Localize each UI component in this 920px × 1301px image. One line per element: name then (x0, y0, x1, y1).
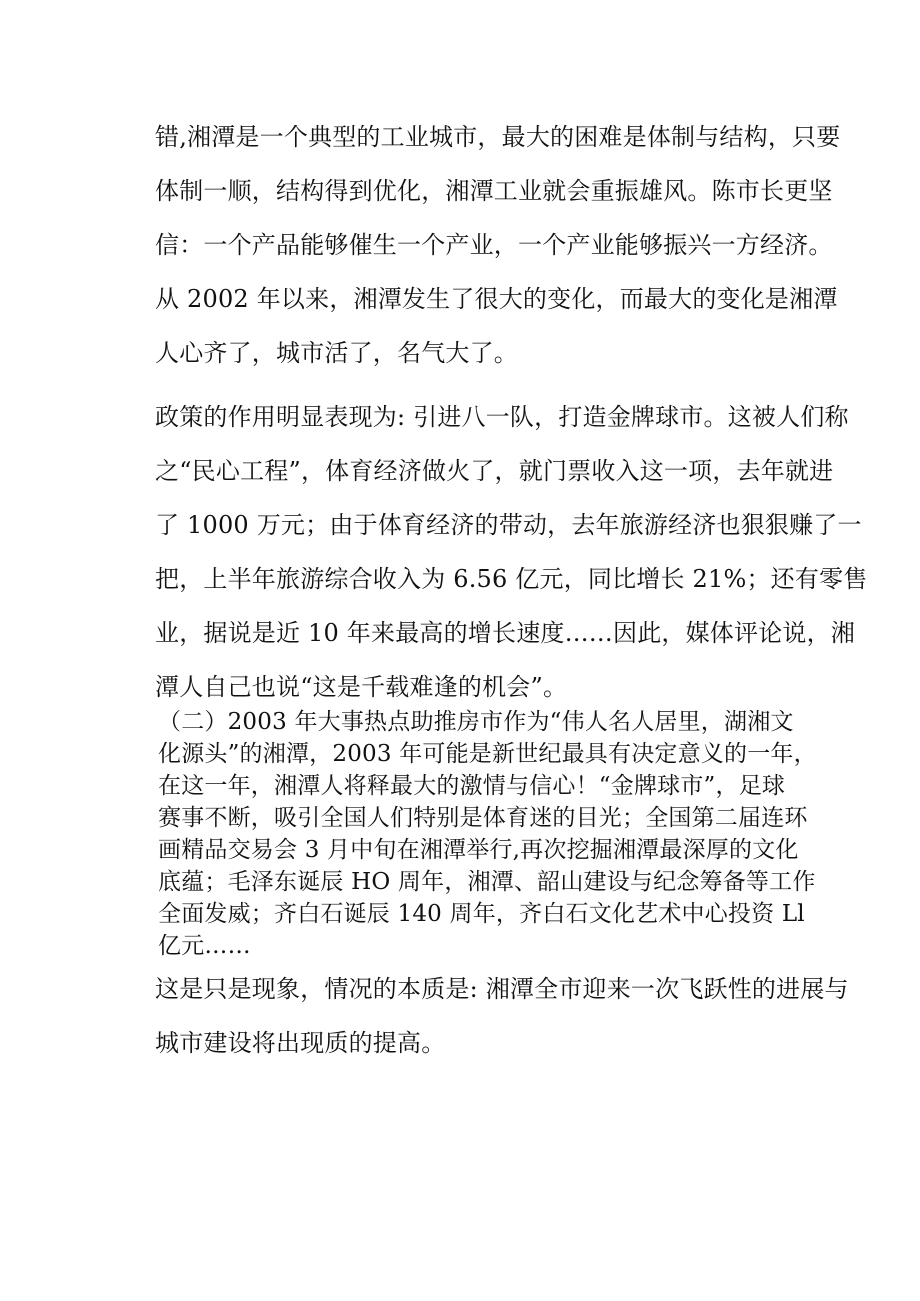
text-line: 画精品交易会 3 月中旬在湘潭举行,再次挖掘湘潭最深厚的文化 (158, 837, 799, 863)
text-line: 在这一年，湘潭人将释最大的激情与信心！“金牌球市”，足球 (158, 773, 786, 799)
text-line: 错,湘潭是一个典型的工业城市，最大的困难是体制与结构，只要 (155, 123, 841, 151)
paragraph-policy-effects (155, 390, 868, 714)
text-line: 人心齐了，城市活了，名气大了。 (155, 339, 518, 367)
text-line: 了 1000 万元；由于体育经济的带动，去年旅游经济也狠狠赚了一 (155, 511, 862, 539)
text-line: 城市建设将出现质的提高。 (155, 1029, 446, 1057)
text-line: 全面发威；齐白石诞辰 140 周年，齐白石文化艺术中心投资 Ll (158, 901, 805, 927)
paragraph-industrial-city (155, 110, 841, 272)
text-line: 潭人自己也说“这是千载难逢的机会”。 (155, 673, 568, 701)
paragraph-2003-events (158, 706, 817, 962)
text-line: 底蕴；毛泽东诞辰 HO 周年，湘潭、韶山建设与纪念筹备等工作 (158, 869, 816, 895)
text-line: （二）2003 年大事热点助推房市作为“伟人名人居里，湖湘文 (158, 709, 794, 735)
text-line: 体制一顺，结构得到优化，湘潭工业就会重振雄风。陈市长更坚 (155, 177, 833, 205)
text-line: 化源头”的湘潭，2003 年可能是新世纪最具有决定意义的一年， (158, 741, 817, 767)
text-line: 业，据说是近 10 年来最高的增长速度……因此，媒体评论说，湘 (155, 619, 855, 647)
text-line: 信：一个产品能够催生一个产业，一个产业能够振兴一方经济。 (155, 231, 833, 259)
paragraph-changes-since-2002 (155, 272, 838, 380)
text-line: 亿元…… (158, 933, 251, 959)
text-line: 政策的作用明显表现为: 引进八一队，打造金牌球市。这被人们称 (155, 403, 849, 431)
text-line: 这是只是现象，情况的本质是: 湘潭全市迎来一次飞跃性的进展与 (155, 975, 849, 1003)
text-line: 把，上半年旅游综合收入为 6.56 亿元，同比增长 21%；还有零售 (155, 565, 868, 593)
text-line: 从 2002 年以来，湘潭发生了很大的变化，而最大的变化是湘潭 (155, 285, 838, 313)
text-line: 赛事不断，吸引全国人们特别是体育迷的目光；全国第二届连环 (158, 805, 808, 831)
paragraph-conclusion (155, 962, 849, 1070)
text-line: 之“民心工程”，体育经济做火了，就门票收入这一项，去年就进 (155, 457, 834, 485)
